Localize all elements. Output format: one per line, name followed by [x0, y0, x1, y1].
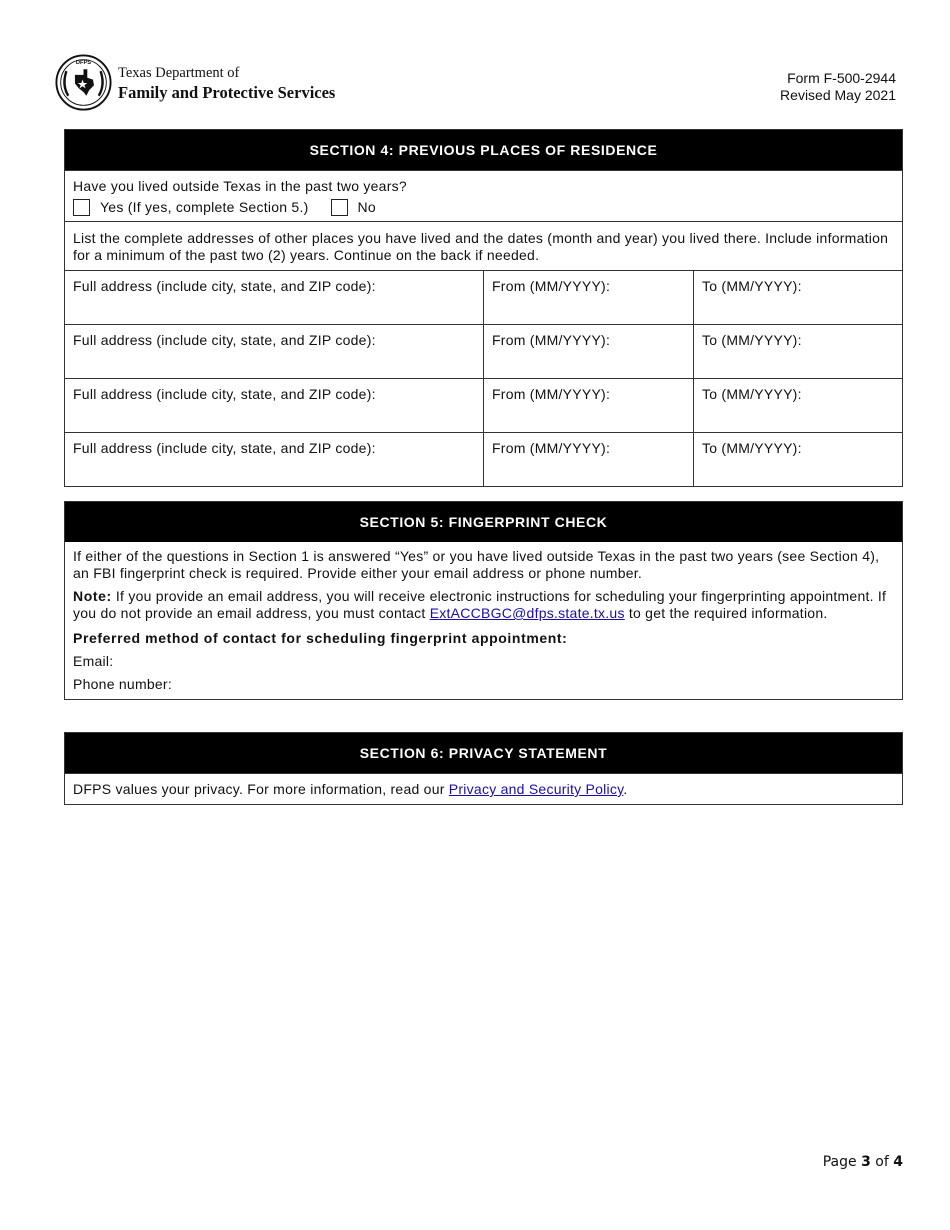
from-date-field[interactable]: From (MM/YYYY):	[484, 325, 694, 378]
page-number	[823, 1154, 903, 1170]
residence-row	[65, 324, 902, 378]
outside-texas-options	[73, 199, 894, 216]
privacy-tail: .	[623, 781, 628, 797]
no-option[interactable]	[331, 199, 376, 216]
fingerprint-body	[65, 542, 902, 699]
revised-date: Revised May 2021	[780, 87, 896, 103]
preferred-contact-heading: Preferred method of contact for scheduling fingerprint appointment:	[73, 630, 568, 646]
yes-option[interactable]	[73, 199, 309, 216]
privacy-statement	[65, 773, 902, 804]
residence-row	[65, 432, 902, 486]
outside-texas-question: Have you lived outside Texas in the past two years?	[73, 178, 407, 194]
residence-row	[65, 378, 902, 432]
page-header	[55, 54, 896, 114]
section-4	[64, 129, 903, 487]
privacy-text: DFPS values your privacy. For more information, read our	[73, 781, 449, 797]
address-field[interactable]: Full address (include city, state, and ZIP code):	[65, 379, 484, 432]
svg-text:DFPS: DFPS	[75, 59, 92, 66]
dfps-logo	[55, 54, 335, 111]
yes-label: Yes (If yes, complete Section 5.)	[100, 199, 309, 215]
from-date-field[interactable]: From (MM/YYYY):	[484, 271, 694, 324]
to-date-field[interactable]: To (MM/YYYY):	[702, 440, 802, 456]
to-date-field[interactable]: To (MM/YYYY):	[702, 278, 802, 294]
page-current: 3	[861, 1154, 871, 1170]
to-date-field[interactable]: To (MM/YYYY):	[702, 386, 802, 402]
fingerprint-intro: If either of the questions in Section 1 is answered “Yes” or you have lived outside Texas in the past two years (see Section 4), an FBI fingerprint check is required. Provide either your email address or phone number.	[73, 548, 880, 581]
section-5	[64, 501, 903, 700]
fingerprint-note	[73, 588, 894, 622]
to-date-field[interactable]: To (MM/YYYY):	[702, 332, 802, 348]
form-number: Form F-500-2944	[787, 70, 896, 86]
email-field[interactable]: Email:	[73, 653, 114, 669]
page-total: 4	[893, 1154, 903, 1170]
section-6-title: SECTION 6: PRIVACY STATEMENT	[65, 733, 902, 773]
dfps-seal-icon	[55, 54, 112, 111]
agency-name-line2: Family and Protective Services	[118, 82, 336, 102]
section-4-title: SECTION 4: PREVIOUS PLACES OF RESIDENCE	[65, 130, 902, 170]
page-word: Page	[822, 1154, 857, 1170]
note-tail: to get the required information.	[624, 605, 828, 621]
form-identifier	[780, 70, 896, 104]
section-6	[64, 732, 903, 805]
residence-instructions: List the complete addresses of other places you have lived and the dates (month and year) you lived there. Include information for a minimum of the past two (2) years. Continue on the back if needed.	[65, 221, 902, 270]
address-field[interactable]: Full address (include city, state, and ZIP code):	[65, 433, 484, 486]
agency-name-line1: Texas Department of	[118, 64, 240, 81]
contact-email-link[interactable]: ExtACCBGC@dfps.state.tx.us	[429, 605, 625, 621]
agency-name	[118, 64, 335, 102]
address-field[interactable]: Full address (include city, state, and ZIP code):	[65, 271, 484, 324]
from-date-field[interactable]: From (MM/YYYY):	[484, 379, 694, 432]
no-checkbox[interactable]	[331, 199, 348, 216]
no-label: No	[357, 199, 376, 215]
address-field[interactable]: Full address (include city, state, and ZIP code):	[65, 325, 484, 378]
note-text: If you provide an email address, you will receive electronic instructions for scheduling your fingerprinting appointment. If you do not provide an email address, you must contact	[73, 588, 887, 621]
yes-checkbox[interactable]	[73, 199, 90, 216]
from-date-field[interactable]: From (MM/YYYY):	[484, 433, 694, 486]
note-label: Note:	[73, 588, 112, 604]
of-word: of	[875, 1154, 889, 1170]
privacy-policy-link[interactable]: Privacy and Security Policy	[448, 781, 624, 797]
residence-row	[65, 270, 902, 324]
outside-texas-question-row	[65, 170, 902, 221]
phone-field[interactable]: Phone number:	[73, 676, 172, 692]
section-5-title: SECTION 5: FINGERPRINT CHECK	[65, 502, 902, 542]
